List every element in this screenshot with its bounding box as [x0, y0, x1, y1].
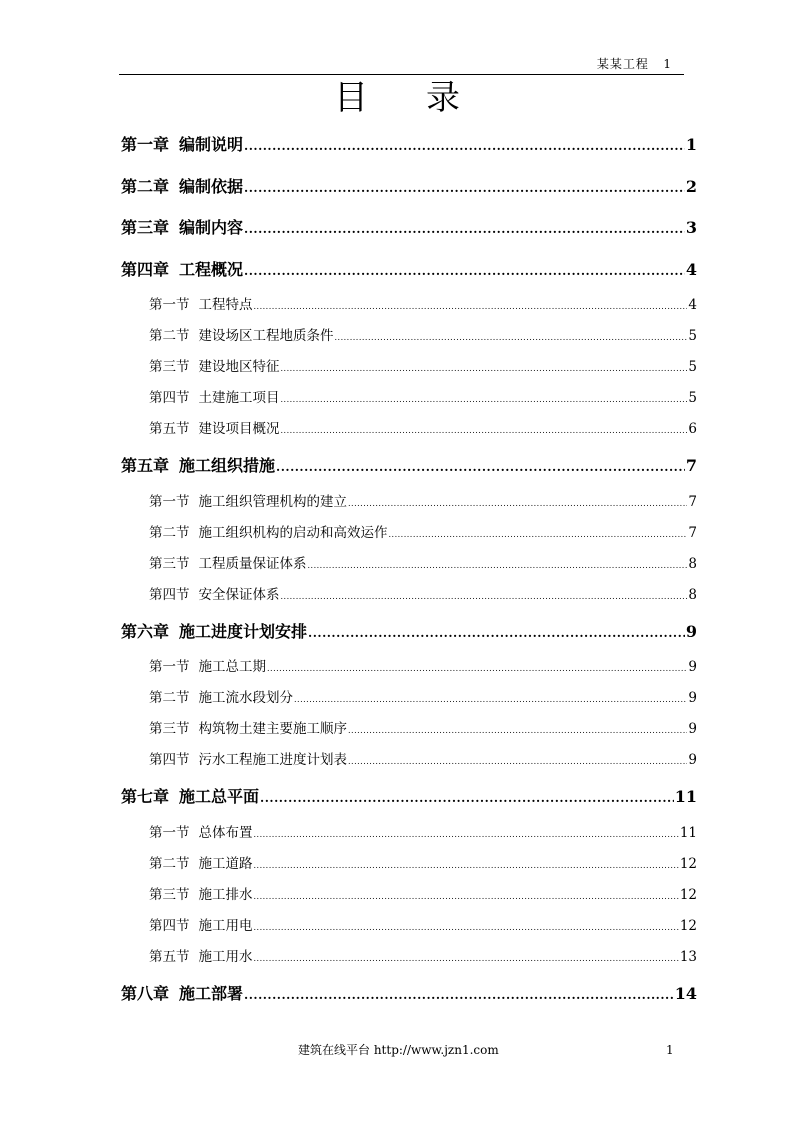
toc-entry-page: 9 — [688, 752, 697, 768]
toc-dot-leader — [281, 414, 688, 446]
toc-dot-leader — [294, 683, 687, 715]
toc-dot-leader — [244, 166, 685, 210]
toc-entry-title: 总体布置 — [198, 824, 253, 841]
toc-entry-number: 第四节 — [149, 752, 190, 768]
toc-title — [0, 76, 794, 120]
toc-chapter-entry[interactable] — [121, 611, 697, 653]
toc-entry-title: 污水工程施工进度计划表 — [198, 752, 347, 768]
toc-dot-leader — [281, 383, 688, 415]
toc-dot-leader — [244, 124, 685, 168]
toc-dot-leader — [335, 321, 688, 353]
toc-section-entry[interactable] — [121, 911, 697, 942]
toc-entry-number: 第四节 — [149, 917, 190, 934]
toc-section-entry[interactable] — [121, 383, 697, 414]
toc-section-entry[interactable] — [121, 487, 697, 518]
toc-entry-title: 工程质量保证体系 — [198, 555, 307, 572]
toc-entry-title: 施工总平面 — [179, 787, 260, 806]
toc-title-char-1: 目 — [334, 78, 368, 118]
header-project: 某某工程 — [596, 57, 649, 71]
toc-entry-number: 第三节 — [149, 359, 190, 375]
toc-dot-leader — [260, 776, 674, 820]
table-of-contents — [121, 124, 697, 1014]
toc-dot-leader — [244, 973, 674, 1017]
toc-entry-number: 第五节 — [149, 421, 190, 437]
toc-dot-leader — [254, 911, 679, 943]
toc-entry-page: 5 — [688, 328, 697, 344]
toc-chapter-entry[interactable] — [121, 973, 697, 1015]
toc-entry-title: 编制内容 — [179, 218, 244, 237]
toc-entry-number: 第四章 — [121, 259, 170, 279]
toc-dot-leader — [389, 518, 688, 550]
toc-entry-number: 第三章 — [121, 218, 170, 237]
toc-dot-leader — [348, 714, 687, 746]
toc-entry-number: 第二节 — [149, 855, 190, 872]
toc-entry-title: 构筑物土建主要施工顺序 — [198, 721, 347, 737]
toc-entry-page: 11 — [674, 787, 697, 806]
toc-section-entry[interactable] — [121, 414, 697, 445]
toc-chapter-entry[interactable] — [121, 207, 697, 249]
toc-dot-leader — [308, 611, 685, 655]
toc-dot-leader — [254, 290, 688, 322]
toc-entry-page: 4 — [685, 259, 697, 279]
toc-entry-number: 第四节 — [149, 390, 190, 406]
toc-entry-number: 第四节 — [149, 586, 190, 603]
toc-dot-leader — [244, 207, 685, 251]
toc-entry-number: 第一节 — [149, 493, 190, 510]
toc-dot-leader — [281, 352, 688, 384]
toc-section-entry[interactable] — [121, 518, 697, 549]
toc-entry-page: 6 — [688, 421, 697, 437]
toc-entry-page: 3 — [685, 218, 697, 237]
toc-entry-page: 12 — [679, 917, 697, 934]
toc-entry-number: 第二节 — [149, 690, 190, 706]
toc-section-entry[interactable] — [121, 818, 697, 849]
header-page-number: 1 — [663, 57, 672, 71]
page-header — [119, 56, 684, 74]
toc-entry-title: 施工排水 — [198, 886, 253, 903]
toc-entry-page: 8 — [688, 586, 697, 603]
footer-site: 建筑在线平台 http://www.jzn1.com — [298, 1043, 499, 1057]
toc-entry-page: 12 — [679, 855, 697, 872]
toc-entry-page: 11 — [679, 824, 697, 841]
toc-entry-title: 施工组织措施 — [179, 456, 276, 475]
toc-entry-title: 施工进度计划安排 — [179, 621, 308, 641]
toc-entry-number: 第一章 — [121, 135, 170, 154]
toc-section-entry[interactable] — [121, 290, 697, 321]
toc-entry-number: 第五节 — [149, 948, 190, 965]
toc-entry-number: 第八章 — [121, 983, 170, 1003]
toc-dot-leader — [348, 745, 687, 777]
toc-dot-leader — [308, 549, 688, 581]
toc-entry-page: 7 — [688, 493, 697, 510]
toc-entry-page: 9 — [685, 621, 697, 641]
toc-dot-leader — [254, 818, 679, 850]
toc-entry-title: 建设地区特征 — [198, 359, 280, 375]
footer-page-number: 1 — [666, 1043, 674, 1057]
toc-chapter-entry[interactable] — [121, 249, 697, 291]
toc-title-char-2: 录 — [426, 78, 460, 118]
toc-section-entry[interactable] — [121, 321, 697, 352]
toc-entry-page: 4 — [688, 297, 697, 313]
toc-entry-page: 9 — [688, 690, 697, 706]
toc-entry-number: 第一节 — [149, 659, 190, 675]
toc-entry-number: 第三节 — [149, 886, 190, 903]
toc-entry-number: 第二节 — [149, 328, 190, 344]
toc-entry-number: 第一节 — [149, 824, 190, 841]
toc-entry-page: 7 — [685, 456, 697, 475]
toc-entry-number: 第二章 — [121, 176, 170, 196]
toc-entry-page: 5 — [688, 390, 697, 406]
toc-entry-number: 第七章 — [121, 787, 170, 806]
header-text — [597, 56, 672, 72]
toc-section-entry[interactable] — [121, 352, 697, 383]
toc-entry-page: 7 — [688, 524, 697, 541]
toc-entry-title: 建设场区工程地质条件 — [198, 328, 334, 344]
toc-entry-number: 第一节 — [149, 297, 190, 313]
toc-entry-page: 2 — [685, 176, 697, 196]
toc-entry-number: 第二节 — [149, 524, 190, 541]
toc-dot-leader — [276, 445, 685, 489]
toc-entry-title: 施工组织管理机构的建立 — [198, 493, 347, 510]
toc-entry-page: 8 — [688, 555, 697, 572]
toc-entry-title: 工程特点 — [198, 297, 253, 313]
toc-dot-leader — [254, 880, 679, 912]
toc-entry-title: 土建施工项目 — [198, 390, 280, 406]
toc-entry-page: 12 — [679, 886, 697, 903]
toc-chapter-entry[interactable] — [121, 445, 697, 487]
toc-entry-title: 编制说明 — [179, 135, 244, 154]
toc-entry-page: 9 — [688, 659, 697, 675]
page-footer — [0, 1042, 794, 1058]
toc-entry-title: 施工总工期 — [198, 659, 266, 675]
toc-entry-title: 建设项目概况 — [198, 421, 280, 437]
toc-chapter-entry[interactable] — [121, 166, 697, 208]
toc-entry-title: 施工用电 — [198, 917, 253, 934]
toc-dot-leader — [254, 942, 679, 974]
toc-dot-leader — [267, 652, 687, 684]
toc-entry-title: 施工道路 — [198, 855, 253, 872]
toc-chapter-entry[interactable] — [121, 776, 697, 818]
toc-dot-leader — [254, 849, 679, 881]
toc-entry-number: 第三节 — [149, 555, 190, 572]
toc-section-entry[interactable] — [121, 580, 697, 611]
toc-section-entry[interactable] — [121, 549, 697, 580]
toc-entry-title: 施工部署 — [179, 983, 244, 1003]
toc-entry-title: 编制依据 — [179, 176, 244, 196]
toc-entry-title: 施工流水段划分 — [198, 690, 293, 706]
toc-section-entry[interactable] — [121, 714, 697, 745]
toc-entry-page: 14 — [674, 983, 697, 1003]
toc-section-entry[interactable] — [121, 880, 697, 911]
toc-entry-title: 安全保证体系 — [198, 586, 280, 603]
toc-entry-title: 施工用水 — [198, 948, 253, 965]
toc-entry-title: 施工组织机构的启动和高效运作 — [198, 524, 388, 541]
toc-entry-page: 1 — [685, 135, 697, 154]
header-rule — [119, 74, 684, 75]
toc-entry-number: 第三节 — [149, 721, 190, 737]
toc-chapter-entry[interactable] — [121, 124, 697, 166]
toc-entry-title: 工程概况 — [179, 259, 244, 279]
toc-section-entry[interactable] — [121, 849, 697, 880]
toc-dot-leader — [244, 249, 685, 293]
toc-section-entry[interactable] — [121, 745, 697, 776]
toc-dot-leader — [281, 580, 688, 612]
toc-entry-page: 13 — [679, 948, 697, 965]
toc-dot-leader — [348, 487, 687, 519]
toc-entry-page: 9 — [688, 721, 697, 737]
toc-section-entry[interactable] — [121, 942, 697, 973]
toc-entry-number: 第六章 — [121, 621, 170, 641]
toc-entry-page: 5 — [688, 359, 697, 375]
toc-section-entry[interactable] — [121, 652, 697, 683]
toc-section-entry[interactable] — [121, 683, 697, 714]
toc-entry-number: 第五章 — [121, 456, 170, 475]
